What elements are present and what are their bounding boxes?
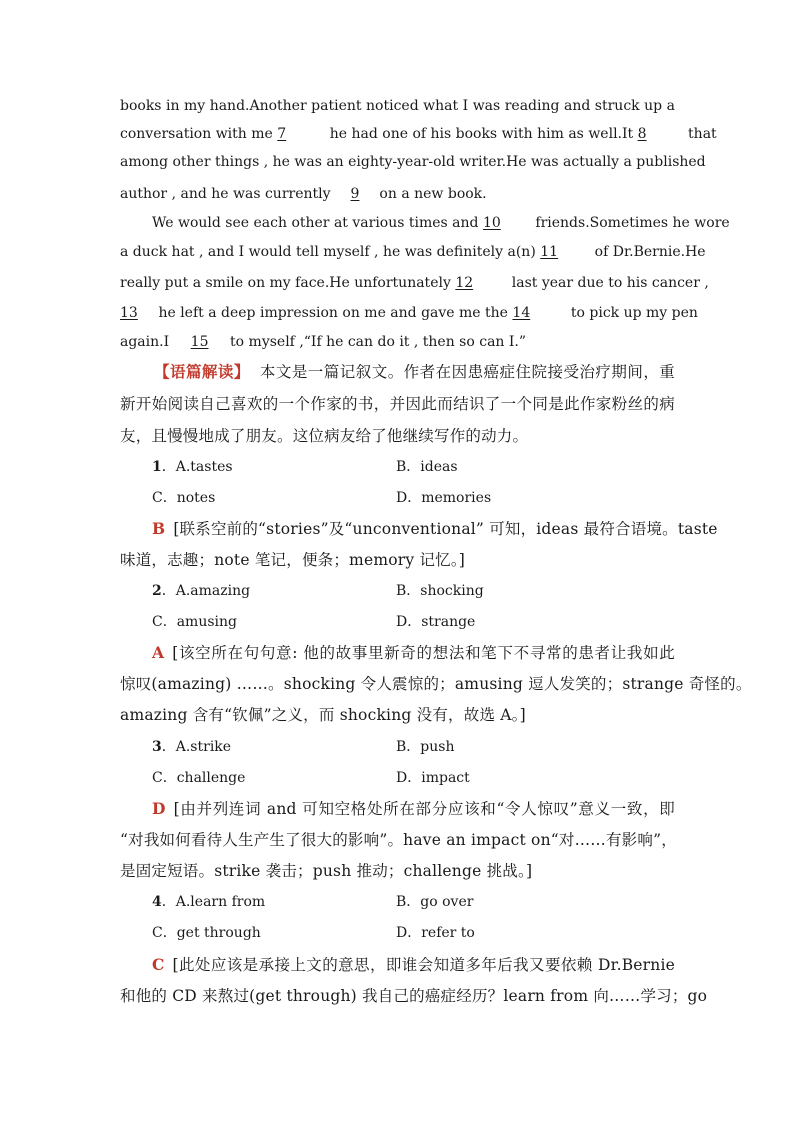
q2-explanation-line: 惊叹(amazing) ……。shocking 令人震惊的；amusing 逗人发笑的；strange 奇怪的。	[120, 675, 752, 693]
q4-answer: C	[152, 955, 165, 974]
blank-14: 14	[512, 305, 531, 321]
q3-answer: D	[152, 799, 166, 818]
passage-line: conversation with me 7 he had one of his books with him as well.It 8 that	[120, 126, 717, 142]
q1-option-c: C．notes	[152, 490, 216, 506]
reading-tag: 【语篇解读】	[154, 362, 250, 381]
q2-option-a: 2．A.amazing	[152, 583, 251, 599]
q1-explanation-line: 味道，志趣；note 笔记，便条；memory 记忆。]	[120, 551, 466, 569]
q2-option-d: D．strange	[396, 614, 476, 630]
blank-11: 11	[540, 244, 559, 260]
passage-line: really put a smile on my face.He unfortunately 12 last year due to his cancer ,	[120, 275, 709, 291]
q3-option-a: 3．A.strike	[152, 739, 232, 755]
q3-explanation-line: “对我如何看待人生产生了很大的影响”。have an impact on“对……有影响”，	[120, 831, 677, 849]
q1-answer: B	[152, 519, 166, 538]
passage-line: 13 he left a deep impression on me and gave me the 14 to pick up my pen	[120, 305, 698, 321]
q3-option-c: C．challenge	[152, 770, 246, 786]
reading-interpretation: 【语篇解读】 本文是一篇记叙文。作者在因患癌症住院接受治疗期间，重	[154, 362, 676, 381]
q4-explanation: C [此处应该是承接上文的意思，即谁会知道多年后我又要依赖 Dr.Bernie	[152, 955, 675, 974]
passage-line: books in my hand.Another patient noticed what I was reading and struck up a	[120, 98, 675, 114]
passage-line: We would see each other at various times and 10 friends.Sometimes he wore	[152, 215, 730, 231]
q4-option-c: C．get through	[152, 925, 261, 941]
q2-explanation-line: amazing 含有“钦佩”之义，而 shocking 没有，故选 A。]	[120, 706, 526, 724]
blank-15: 15	[190, 334, 209, 350]
blank-12: 12	[455, 275, 474, 291]
passage-line: again.I 15 to myself ,“If he can do it , then so can I.”	[120, 334, 527, 350]
q3-explanation: D [由并列连词 and 可知空格处所在部分应该和“令人惊叹”意义一致，即	[152, 799, 675, 818]
q4-option-a: 4．A.learn from	[152, 894, 266, 910]
q3-explanation-line: 是固定短语。strike 袭击；push 推动；challenge 挑战。]	[120, 862, 533, 880]
q2-option-b: B．shocking	[396, 583, 484, 599]
q1-option-b: B．ideas	[396, 459, 458, 475]
q1-explanation: B [联系空前的“stories”及“unconventional” 可知，ideas 最符合语境。taste	[152, 519, 718, 538]
blank-9: 9	[350, 186, 360, 202]
q3-option-b: B．push	[396, 739, 455, 755]
q2-explanation: A [该空所在句句意: 他的故事里新奇的想法和笔下不寻常的患者让我如此	[152, 643, 675, 662]
passage-line: author , and he was currently 9 on a new book.	[120, 186, 487, 202]
q4-option-d: D．refer to	[396, 925, 475, 941]
q3-option-d: D．impact	[396, 770, 470, 786]
reading-line: 友，且慢慢地成了朋友。这位病友给了他继续写作的动力。	[120, 427, 529, 445]
q1-option-a: 1．A.tastes	[152, 459, 233, 475]
q1-option-d: D．memories	[396, 490, 492, 506]
blank-13: 13	[120, 305, 138, 321]
q4-explanation-line: 和他的 CD 来熬过(get through) 我自己的癌症经历？learn from 向……学习；go	[120, 987, 708, 1005]
blank-7: 7	[277, 126, 287, 142]
reading-line: 新开始阅读自己喜欢的一个作家的书，并因此而结识了一个同是此作家粉丝的病	[120, 395, 675, 413]
blank-8: 8	[637, 126, 647, 142]
passage-line: among other things , he was an eighty-year-old writer.He was actually a published	[120, 154, 706, 170]
q2-answer: A	[152, 643, 165, 662]
q4-option-b: B．go over	[396, 894, 474, 910]
q2-option-c: C．amusing	[152, 614, 237, 630]
blank-10: 10	[482, 215, 501, 231]
passage-line: a duck hat , and I would tell myself , he was definitely a(n) 11 of Dr.Bernie.He	[120, 244, 706, 260]
